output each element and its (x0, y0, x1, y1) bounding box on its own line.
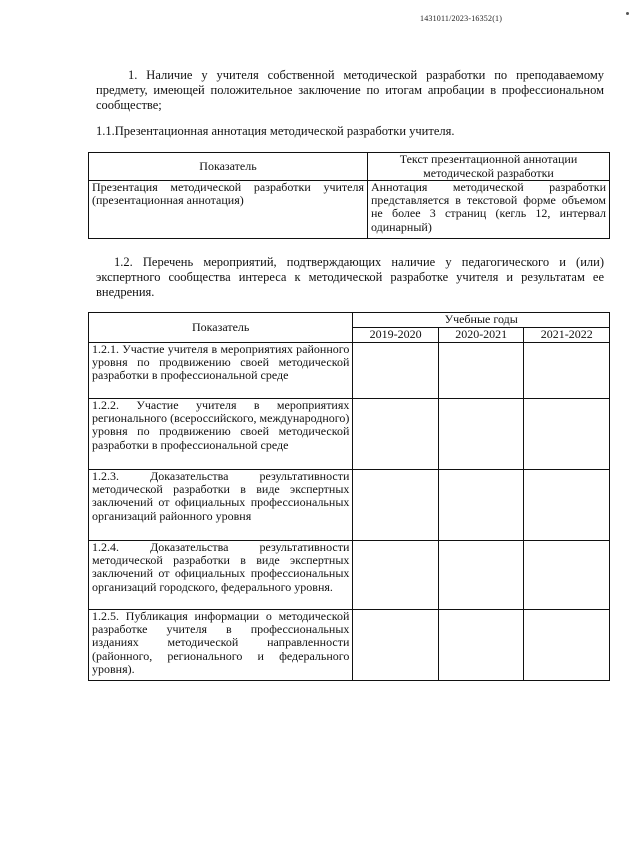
paragraph-1: 1. Наличие у учителя собственной методической разработки по преподаваемому предмету, имеющей положительное заключение по итогам апробации в профессиональном сообществе; (96, 68, 604, 112)
header-year: 2019-2020 (353, 328, 439, 343)
cell-indicator: 1.2.4. Доказательства результативности методической разработки в виде экспертных заключений от официальных профессиональных организаций городского, федерального уровня. (89, 541, 353, 610)
header-annotation-text: Текст презентационной аннотации методической разработки (368, 153, 610, 181)
table-row (89, 470, 610, 541)
cell-year-value (524, 610, 610, 681)
table-row (89, 181, 610, 239)
cell-year-value (524, 470, 610, 541)
cell-year-value (524, 541, 610, 610)
cell-indicator: Презентация методической разработки учителя (презентационная аннотация) (89, 181, 368, 239)
table-row (89, 399, 610, 470)
header-indicator: Показатель (89, 313, 353, 343)
header-indicator: Показатель (89, 153, 368, 181)
header-year: 2020-2021 (438, 328, 524, 343)
events-table (88, 312, 610, 681)
cell-indicator: 1.2.2. Участие учителя в мероприятиях регионального (всероссийского, международного) уровня по продвижению своей методической разработки в профессиональной среде (89, 399, 353, 470)
cell-year-value (353, 399, 439, 470)
paragraph-1-1: 1.1.Презентационная аннотация методической разработки учителя. (96, 124, 455, 138)
cell-indicator: 1.2.3. Доказательства результативности методической разработки в виде экспертных заключений от официальных профессиональных организаций районного уровня (89, 470, 353, 541)
annotation-table (88, 152, 610, 239)
cell-year-value (438, 541, 524, 610)
cell-year-value (438, 399, 524, 470)
cell-indicator: 1.2.1. Участие учителя в мероприятиях районного уровня по продвижению своей методической разработки в профессиональной среде (89, 343, 353, 399)
cell-year-value (353, 343, 439, 399)
table-row (89, 343, 610, 399)
table-row (89, 610, 610, 681)
cell-annotation-text: Аннотация методической разработки представляется в текстовой форме объемом не более 3 страниц (кегль 12, интервал одинарный) (368, 181, 610, 239)
cell-year-value (524, 399, 610, 470)
cell-year-value (524, 343, 610, 399)
cell-year-value (438, 470, 524, 541)
table-header-row (89, 313, 610, 328)
cell-indicator: 1.2.5. Публикация информации о методической разработке учителя в профессиональных изданиях методической направленности (районного, регионального и федерального уровня). (89, 610, 353, 681)
header-year: 2021-2022 (524, 328, 610, 343)
paragraph-1-2: 1.2. Перечень мероприятий, подтверждающих наличие у педагогического и (или) экспертного сообщества интереса к методической разработке учителя и результатам ее внедрения. (96, 255, 604, 299)
scan-dot (626, 12, 629, 15)
cell-year-value (438, 610, 524, 681)
table-row (89, 541, 610, 610)
cell-year-value (353, 470, 439, 541)
cell-year-value (438, 343, 524, 399)
header-years-group: Учебные годы (353, 313, 610, 328)
cell-year-value (353, 541, 439, 610)
document-id: 1431011/2023-16352(1) (420, 14, 503, 23)
table-header-row (89, 153, 610, 181)
cell-year-value (353, 610, 439, 681)
